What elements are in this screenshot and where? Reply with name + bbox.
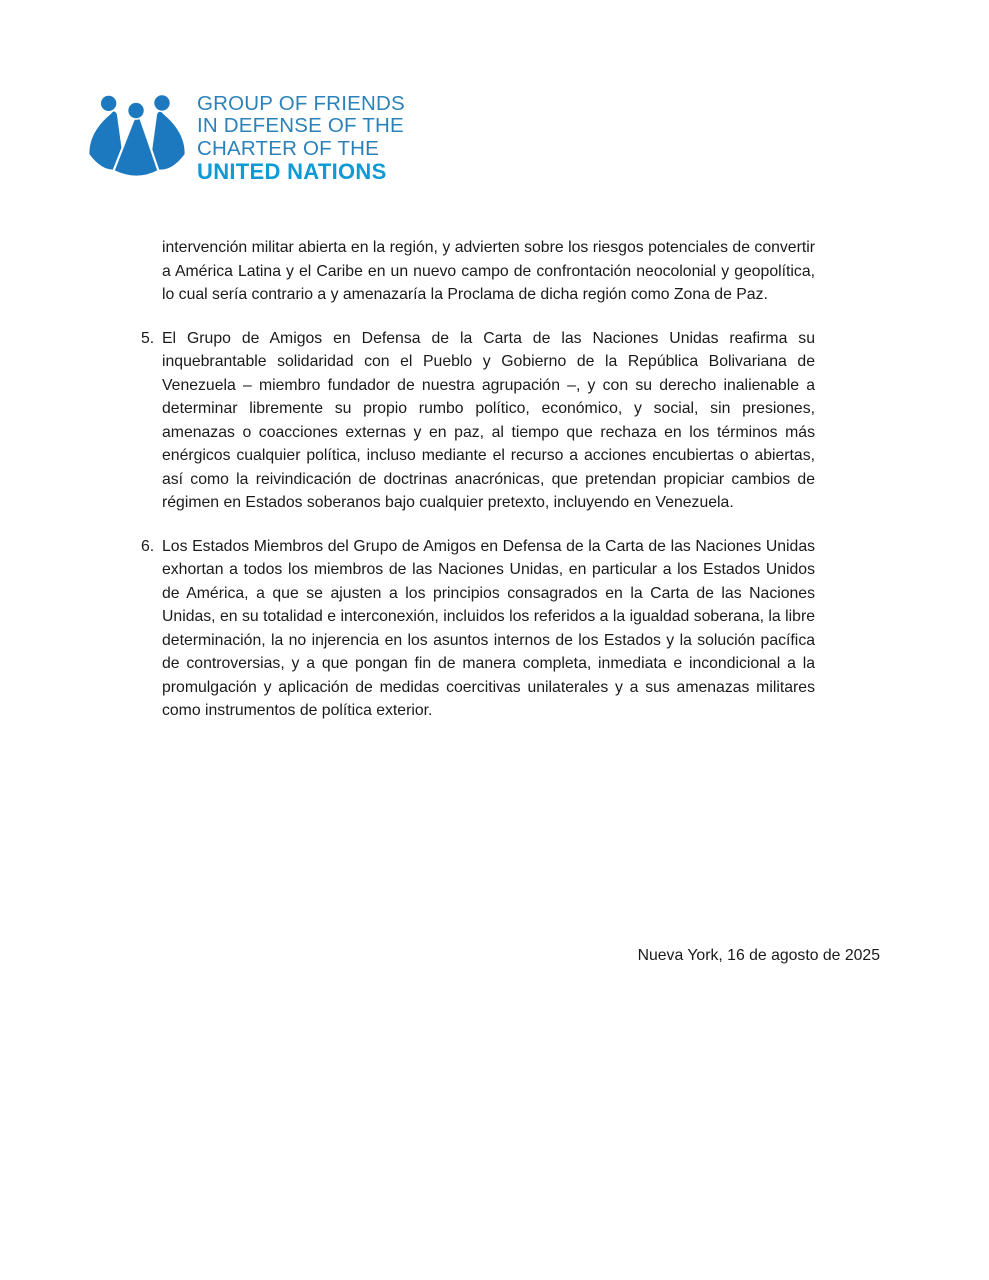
paragraph-continuation: intervención militar abierta en la región, y advierten sobre los riesgos potenciales de convertir a América Latina y el Caribe en un nuevo campo de confrontación neocolonial y geopolítica, lo cual sería contrario a y amenazaría la Proclama de dicha región como Zona de Paz. bbox=[162, 239, 815, 303]
logo bbox=[87, 90, 405, 185]
item-text: Los Estados Miembros del Grupo de Amigos en Defensa de la Carta de las Naciones Unidas exhortan a todos los miembros de las Naciones Unidas, en particular a los Estados Unidos de América, a que se ajusten a los principios consagrados en la Carta de las Naciones Unidas, en su totalidad e interconexión, incluidos los referidos a la igualdad soberana, la libre determinación, la no injerencia en los asuntos internos de los Estados y la solución pacífica de controversias, y a que pongan fin de manera completa, inmediata e incondicional a la promulgación y aplicación de medidas coercitivas unilaterales y a sus amenazas militares como instrumentos de política exterior. bbox=[162, 537, 815, 719]
list-item-6 bbox=[141, 535, 815, 723]
logo-line-1: GROUP OF FRIENDS bbox=[197, 92, 405, 115]
logo-right-head bbox=[154, 95, 169, 110]
list-item-5 bbox=[141, 327, 815, 515]
document-body bbox=[141, 236, 815, 743]
logo-line-2: IN DEFENSE OF THE bbox=[197, 114, 404, 138]
logo-text bbox=[197, 93, 405, 184]
dateline: Nueva York, 16 de agosto de 2025 bbox=[637, 946, 880, 964]
logo-line-3: CHARTER OF THE bbox=[197, 136, 380, 160]
logo-center-head bbox=[128, 103, 143, 118]
three-figures-icon bbox=[87, 90, 187, 178]
item-number: 5. bbox=[141, 329, 155, 347]
logo-line-bold: UNITED NATIONS bbox=[197, 159, 387, 185]
logo-left-head bbox=[101, 96, 116, 111]
item-number: 6. bbox=[141, 537, 155, 555]
item-text: El Grupo de Amigos en Defensa de la Carta de las Naciones Unidas reafirma su inquebrantable solidaridad con el Pueblo y Gobierno de la República Bolivariana de Venezuela – miembro fundador de nuestra agrupación –, y con su derecho inalienable a determinar libremente su propio rumbo político, económico, y social, sin presiones, amenazas o coacciones externas y en paz, al tiempo que rechaza en los términos más enérgicos cualquier política, incluso mediante el recurso a acciones encubiertas o abiertas, así como la reivindicación de doctrinas anacrónicas, que pretendan propiciar cambios de régimen en Estados soberanos bajo cualquier pretexto, incluyendo en Venezuela. bbox=[162, 329, 815, 511]
